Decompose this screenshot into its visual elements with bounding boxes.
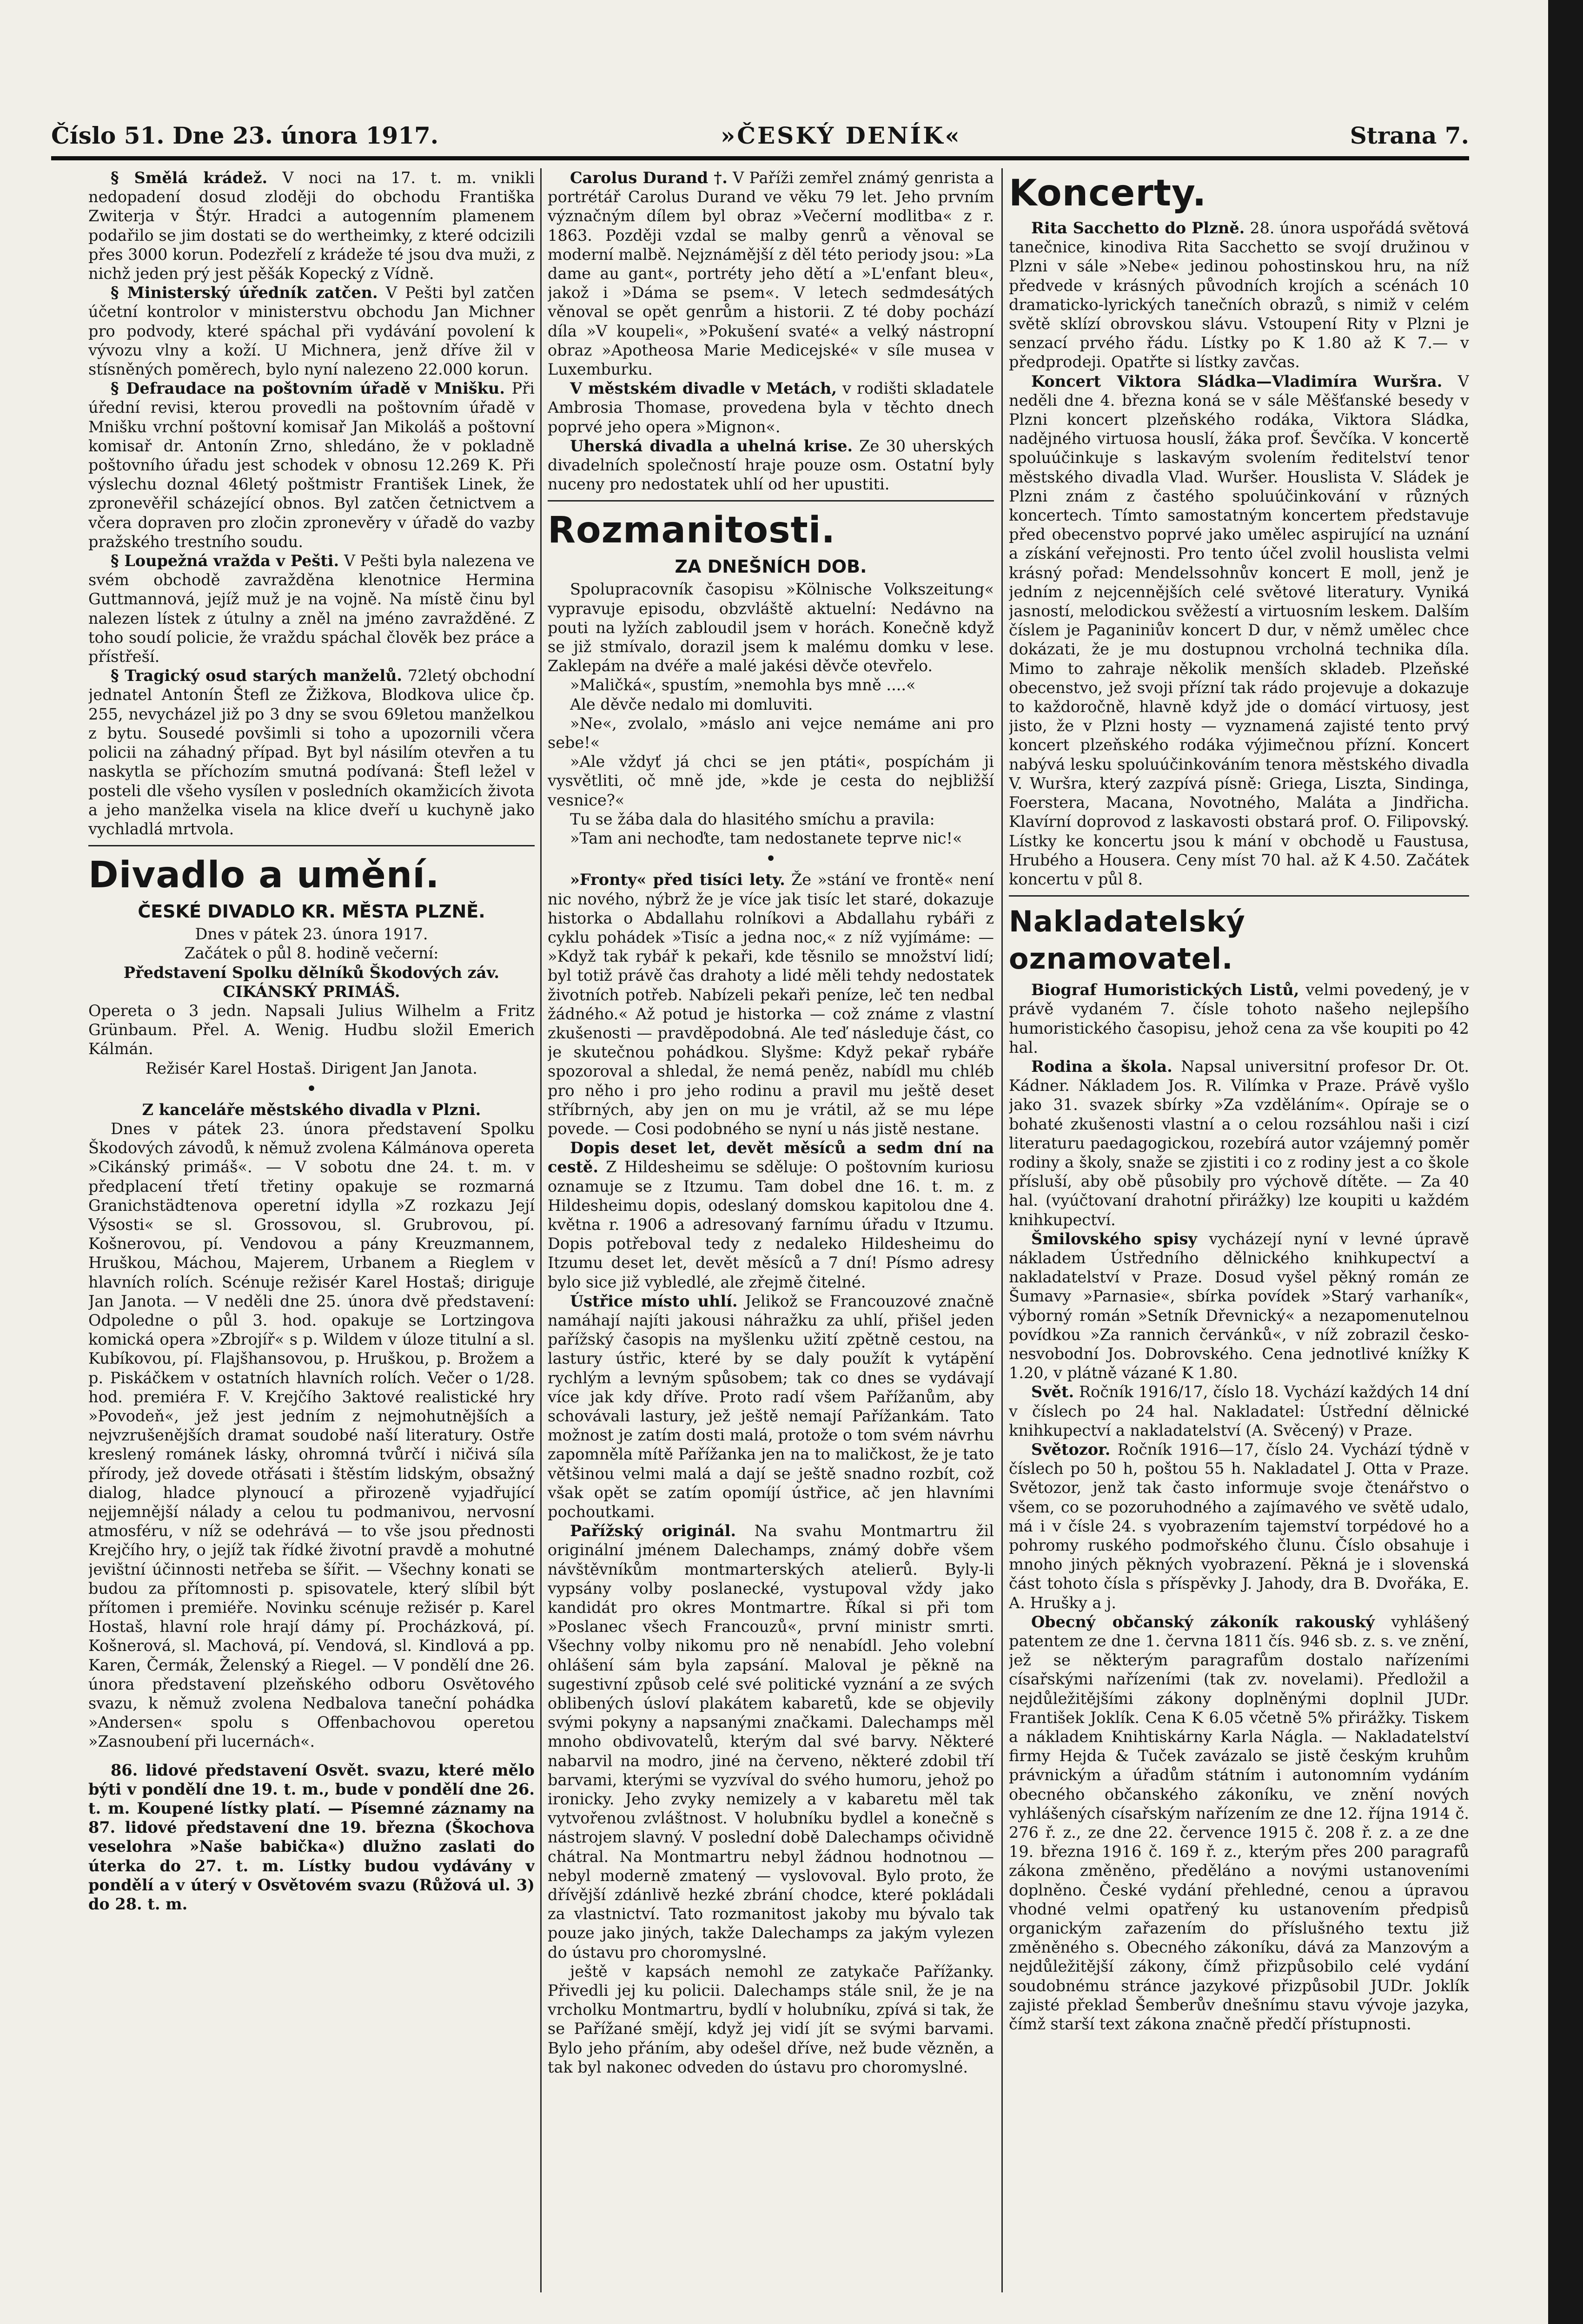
news-item: »Fronty« před tisíci lety. Že »stání ve frontě« není nic nového, nýbrž že je více jak tisíc let staré, dokazuje historka o Abdallahu rolníkovi a Abdallahu rybáři z cyklu pohádek »Tisíc a jedna noc,« z níž vyjímáme: — »Když tak rybář k pekaři, kde těsnilo se množství lidí; byl totiž právě čas drahoty a lidé měli tehdy nedostatek životních potřeb. Nabízeli pekaři peníze, leč ten nedbal žádného.« Až potud je historka — což známe z vlastní zkušenosti — pravděpodobná. Ale teď následuje část, co je skutečnou pohádkou. Slyšme: Když pekař rybáře spozoroval a shledal, že nemá peněz, nabídl mu chléb pro něho i pro jeho rodinu a pravil mu ještě deset stříbrných, aby jen on mu je vrátil, až se mu lépe povede. — Cosi podobného se nyní u nás jistě nestane.	[548, 871, 994, 1138]
page-header	[51, 122, 1469, 152]
column-1	[88, 168, 535, 2292]
news-item: Svět. Ročník 1916/17, číslo 18. Vychází každých 14 dní v číslech po 24 hal. Nakladatel: Ústřední dělnické knihkupectví a nakladatelství (A. Svěcený) v Praze.	[1009, 1383, 1469, 1439]
news-item-tail: ještě v kapsách nemohl ze zatykače Pařížanky. Přivedli jej ku policii. Dalechamps stále snil, že je na vrcholku Montmartru, bydlí v holubníku, zpívá si tak, že se Pařížané smějí, když jej vidí jít se svými barvami. Bylo jeho přáním, aby odešel dříve, než bude vězněn, a tak byl nakonec odveden do ústavu pro choromyslné.	[548, 1962, 994, 2076]
issue-date: Číslo 51. Dne 23. února 1917.	[51, 122, 439, 149]
news-item: Uherská divadla a uhelná krise. Ze 30 uherských divadelních společností hraje pouze osm. Ostatní byly nuceny pro nedostatek uhlí od her upustiti.	[548, 436, 994, 494]
section-rule	[548, 500, 994, 502]
header-rule	[51, 156, 1469, 160]
page-number: Strana 7.	[1350, 122, 1469, 149]
program-line: Začátek o půl 8. hodině večerní:	[184, 944, 439, 963]
theatre-heading: ČESKÉ DIVADLO KR. MĚSTA PLZNĚ.	[138, 901, 485, 922]
news-item: Obecný občanský zákoník rakouský vyhlášený patentem ze dne 1. června 1811 čís. 946 sb. z. s. ve znění, jež se některým paragrafům dostalo nařízeními císařskými nařízeními (tak zv. novelami). Předložil a nejdůležitějšími zákony doplněnými doplnil JUDr. František Joklík. Cena K 6.05 včetně 5% přirážky. Tiskem a nákladem Knihtiskárny Karla Nágla. — Nakladatelství firmy Hejda & Tuček zavázalo se jistě českým kruhům právnickým a úřadům státním i autonomním vydáním obecného občanského zákoníku, ve znění nových vyhlášených císařským nařízením ze dne 12. října 1914 č. 276 ř. z., ze dne 22. července 1915 č. 208 ř. z. a ze dne 19. března 1916 č. 169 ř. z., kterým přes 200 paragrafů zákona změněno, předěláno a novými ustanoveními doplněno. České vydání přehledné, cenou a úpravou vhodné velmi opatřený ku ustanovením předpisů organickým zařazením do příslušného textu již změněného s. Obecného zákoníku, dává za Manzovým a nejdůležitější zákony, čímž přizpůsobilo celé vydání soudobnému stránce jazykové přizpůsobil JUDr. Joklík zajisté překlad Šemberův dnešnímu stavu vývoje jazyka, čímž starší text zákona značně předčí přístupnosti.	[1009, 1612, 1469, 2034]
story-paragraph: Tu se žába dala do hlasitého smíchu a pravila:	[570, 810, 935, 828]
section-heading-publisher: Nakladatelský oznamovatel.	[1009, 905, 1245, 976]
news-item: Ústřice místo uhlí. Jelikož se Francouzové značně namáhají najíti jakousi náhražku za uhlí, přišel jeden pařížský časopis na myšlenku užití zpětně cestou, na lastury ústřic, které by se daly použít k vytápění rychlým a levným spůsobem; tak co dnes se vydávají více jak kdy dříve. Proto radí všem Pařížanům, aby schovávali lastury, jež ještě nemají Pařížankám. Tato možnost je zatím dosti malá, protože o tom svém návrhu zapomněla mítě Pařížanka jen na to maličkost, že je tato většinou velmi malá a dají se ještě snadno rozbít, což však opět se zatím opomíjí ústřice, ač jen hlavními pochoutkami.	[548, 1292, 994, 1521]
story-paragraph: »Tam ani nechoďte, tam nedostanete teprve nic!«	[570, 829, 962, 848]
story-paragraph: »Ne«, zvolalo, »máslo ani vejce nemáme ani pro sebe!«	[548, 714, 994, 752]
column-divider	[540, 168, 542, 2292]
news-item: Šmilovského spisy vycházejí nyní v levné úpravě nákladem Ústředního dělnického knihkupectví a nakladatelství v Praze. Dosud vyšel pěkný román ze Šumavy »Parnasie«, sbírka povídek »Starý varhaník«, výborný román »Setník Dřevnický« a nezapomenutelnou povídkou »Za rannich červánků«, v níž zobrazil česko-nesvobodní Jos. Dobrovského. Cena jednotlivé knížky K 1.20, v plátně vázané K 1.80.	[1009, 1229, 1469, 1382]
column-3	[1009, 168, 1469, 2292]
program-line: Režisér Karel Hostaš. Dirigent Jan Janota.	[146, 1059, 477, 1077]
news-item: § Tragický osud starých manželů. 72letý obchodní jednatel Antonín Štefl ze Žižkova, Blodkova ulice čp. 255, nevycházel již po 3 dny se svou 69letou manželkou z bytu. Sousedé povšimli si toho a upozornili včera policii na záhadný případ. Byt byl násilím otevřen a tu naskytla se příchozím smutná podívaná: Štefl ležel v posteli dle všeho vysílen v posledních okamžicích života a jeho manželka visela na klice dveří u kuchyně jako vychladlá mrtvola.	[88, 667, 535, 838]
office-heading: Z kanceláře městského divadla v Plzni.	[142, 1100, 481, 1119]
section-heading-theatre: Divadlo a umění.	[88, 854, 440, 897]
program-title: CIKÁNSKÝ PRIMÁŠ.	[223, 982, 400, 1001]
program-line: Představení Spolku dělníků Škodových záv.	[123, 963, 500, 982]
news-item: § Smělá krádež. V noci na 17. t. m. vnikli nedopadení dosud zloději do obchodu Františka Zwiterja v Štýr. Hradci a autogenním plamenem podařilo se jim dostati se do wertheimky, z které odcizili přes 3000 korun. Podezřelí z krádeže té jsou dva muži, z nichž jeden prý jest pěšák Kopecký z Vídně.	[88, 169, 535, 283]
separator-bullet: •	[306, 1078, 317, 1100]
section-heading-misc: Rozmanitosti.	[548, 509, 836, 552]
story-paragraph: Spolupracovník časopisu »Kölnische Volkszeitung« vypravuje episodu, obzvláště aktuelní: Nedávno na pouti na lyžích zabloudil jsem v horách. Konečně když se již stmívalo, dorazil jsem k malému domku v lese. Zaklepám na dvéře a malé jakési děvče otevřelo.	[548, 580, 994, 675]
column-divider	[1001, 168, 1003, 2292]
spacer	[88, 1751, 535, 1761]
story-paragraph: Ale děvče nedalo mi domluviti.	[570, 695, 813, 713]
section-rule	[88, 845, 535, 846]
section-rule	[1009, 895, 1469, 897]
story-paragraph: »Maličká«, spustím, »nemohla bys mně ....«	[570, 676, 916, 694]
news-item: § Defraudace na poštovním úřadě v Mnišku. Při úřední revisi, kterou provedli na poštovním úřadě v Mnišku vrchní poštovní komisař Jan Mikoláš a poštovní komisař dr. Antonín Zrno, shledáno, že v pokladně poštovního úřadu jest schodek v obnosu 12.269 K. Při výslechu doznal 46letý poštmistr František Linek, že zpronevěřil scházející obnos. Byl zatčen četnictvem a včera dopraven pro zločin zpronevěry v úřadě do vazby pražského trestního soudu.	[88, 379, 535, 551]
column-2	[548, 168, 994, 2292]
newspaper-title: »ČESKÝ DENÍK«	[721, 122, 961, 149]
news-item: § Ministerský úředník zatčen. V Pešti byl zatčen účetní kontrolor v ministerstvu obchodu Jan Michner pro podvody, které spáchal při vydávání povolení k vývozu vlny a koží. U Michnera, jenž dříve žil v stísněných poměrech, bylo nyní nalezeno 22.000 korun.	[88, 284, 535, 379]
news-item: Rita Sacchetto do Plzně. 28. února uspořádá světová tanečnice, kinodiva Rita Sacchetto se svojí družinou v Plzni v sále »Nebe« jedinou pohostinskou hru, na níž předvede v krásných původních krojích a scénách 10 dramaticko-lyrických tanečních obrazů, s nimiž v celém světě sklízí obrovskou slávu. Vstoupení Rity v Plzni je senzací prvého řádu. Lístky po K 1.80 až K 7.— v předprodeji. Opatřte si lístky zavčas.	[1009, 219, 1469, 371]
news-item: Pařížský originál. Na svahu Montmartru žil originální jménem Dalechamps, známý dobře všem návštěvníkům montmarterských atelierů. Byly-li vypsány volby poslanecké, vystupoval vždy jako kandidát pro okres Montmartre. Říkal si při tom »Poslanec všech Francouzů«, první ministr smrti. Všechny volby nikomu pro ně nenabídl. Jeho volební ohlášení sám byla zapsání. Maloval je pěkně na sugestivní způsob celé své politické vyznání a ze svých oblibených úsloví plakátem kabaretů, kde se objevily svými pokyny a napsanými značkami. Dalechamps měl mnoho obdivovatelů, kterým dal své barvy. Některé nabarvil na modro, jiné na červeno, některé zdobil tří barvami, kterými se vyzvíval do svého humoru, jehož po ironicky. Jeho zvyky nemizely a v kabaretu měl tak vytvořenou zvláštnost. V holubníku bydlel a konečně s nástrojem slavný. V poslední době Dalechamps očividně chátral. Na Montmartru nebyl žádnou hodnotnou — nebyl moderně zmatený — vyslovoval. Bylo proto, že dřívější zdánlivě hezké zbrání chodce, které pokládali za vlastnictví. Tato rozmanitost jakoby mu bývalo tak pouze jako jiných, takže Dalechamps za jakým vylezen do ústavu pro choromyslné.	[548, 1522, 994, 1961]
news-item: Světozor. Ročník 1916—17, číslo 24. Vychází týdně v číslech po 50 h, poštou 55 h. Nakladatel J. Otta v Praze. Světozor, jenž tak často informuje svoje čtenářstvo o všem, co se pozoruhodného a zajímavého ve světě udalo, má i v čísle 24. s vyobrazením tajemství torpédové ho a pohromy ruského podmořského člunu. Číslo obsahuje i mnoho jiných pěkných vyobrazení. Pěkná je i slovenská část tohoto čísla s příspěvky J. Jahody, dra B. Dvořáka, E. A. Hrušky a j.	[1009, 1440, 1469, 1612]
office-text: Dnes v pátek 23. února představení Spolku Škodových závodů, k němuž zvolena Kálmánova opereta »Cikánský primáš«. — V sobotu dne 24. t. m. v předplacení třetí třetiny opakuje se rozmarná Granichstädtenova operetní idylla »Z rozkazu Její Výsosti« se sl. Grossovou, sl. Grubrovou, pí. Košnerovou, pí. Vendovou a pány Kreuzmannem, Hruškou, Máchou, Majerem, Urbanem a Rieglem v hlavních rolích. Scénuje režisér Karel Hostaš; diriguje Jan Janota. — V neděli dne 25. února dvě představení: Odpoledne o půl 3. hod. opakuje se Lortzingova komická opera »Zbrojíř« s p. Wildem v úloze titulní a sl. Kubíkovou, pí. Flajšhansovou, p. Hruškou, p. Brožem a p. Piskáčkem v ostatních hlavních rolích. Večer o 1/28. hod. premiéra F. V. Krejčího 3aktové realistické hry »Povodeň«, jež jest jedním z nejmohutnějších a nejvzrušenějších dramat soudobé naší literatury. Ostře kreslený románek lásky, ohromná tvůrčí i ničivá síla přírody, jež dovede otřásati i štěstím lidským, obsažný dialog, hladce plynoucí a přirozeně vyjadřující nejjemnější nálady a celou tu podmanivou, nervosní atmosféru, v níž se odehrává — to vše jsou přednosti Krejčího hry, o jejíž tak řídké životní pravdě a mohutné jevištní účinnosti netřeba se šířit. — Všechny konati se budou za přítomnosti p. spisovatele, který slíbil být přítomen i premiéře. Novinku scénuje režisér p. Karel Hostaš, hlavní role hrají dámy pí. Procházková, pí. Košnerová, sl. Machová, pí. Vendová, sl. Kindlová a pp. Karen, Čermák, Želenský a Riegel. — V pondělí dne 26. února představení plzeňského odboru Osvětového svazu, k němuž zvolena Nedbalova taneční pohádka »Andersen« spolu s Offenbachovou operetou »Zasnoubení při lucernách«.	[88, 1119, 535, 1751]
news-item: Dopis deset let, devět měsíců a sedm dní na cestě. Z Hildesheimu se sděluje: O poštovním kuriosu oznamuje se z Itzumu. Tam dobel dne 16. t. m. z Hildesheimu dopis, odeslaný domskou kapitolou dne 4. května r. 1906 a adresovaný farnímu úřadu v Itzumu. Dopis potřeboval tedy z nedaleko Hildesheimu do Itzumu deset let, devět měsíců a 7 dní! Písmo adresy bylo sice již vybledlé, ale zřejmě čitelné.	[548, 1139, 994, 1291]
news-item: Biograf Humoristických Listů, velmi povedený, je v právě vydaném 7. čísle tohoto našeho nejlepšího humoristického časopisu, jehož cena za vše koupiti po 42 hal.	[1009, 981, 1469, 1056]
news-item: V městském divadle v Metách, v rodišti skladatele Ambrosia Thomase, provedena byla v těchto dnech poprvé jeho opera »Mignon«.	[548, 379, 994, 436]
lidove-notice: 86. lidové představení Osvět. svazu, které mělo býti v pondělí dne 19. t. m., bude v pondělí dne 26. t. m. Koupené lístky platí. — Písemné záznamy na 87. lidové představení dne 19. března (Škochova veselohra »Naše babička«) dlužno zaslati do úterka do 27. t. m. Lístky budou vydávány v pondělí a v úterý v Osvětovém svazu (Růžová ul. 3) do 28. t. m.	[88, 1761, 535, 1914]
program-line: Dnes v pátek 23. února 1917.	[195, 925, 428, 944]
program-line: Opereta o 3 jedn. Napsali Julius Wilhelm a Fritz Grünbaum. Přel. A. Wenig. Hudbu složil Emerich Kálmán.	[88, 1001, 535, 1058]
story-paragraph: »Ale vždyť já chci se jen ptáti«, pospíchám ji vysvětliti, oč mně jde, »kde je cesta do nejbližší vesnice?«	[548, 753, 994, 809]
news-item: Rodina a škola. Napsal universitní profesor Dr. Ot. Kádner. Nákladem Jos. R. Vilímka v Praze. Právě vyšlo jako 31. svazek sbírky »Za vzděláním«. Opíraje se o bohaté zkušenosti vlastní a o celou rozsáhlou naši i cizí literaturu paedagogickou, rozebírá autor vzájemný poměr rodiny a školy, snaže se zjistiti i co z rodiny jest a co škole přísluší, aby obě působily pro výchově dítěte. — Za 40 hal. (vyúčtovaní drahotní přirážky) lze koupiti u každém knihkupectví.	[1009, 1057, 1469, 1229]
section-heading-concerts: Koncerty.	[1009, 172, 1207, 214]
news-item: § Loupežná vražda v Pešti. V Pešti byla nalezena ve svém obchodě zavražděna klenotnice Hermina Guttmannová, jejíž muž je na vojně. Na místě činu byl nalezen lístek z útulny a zněl na jméno zavražděné. Z toho soudí policie, že vraždu spáchal člověk bez práce a přístřeší.	[88, 552, 535, 666]
story-heading: ZA DNEŠNÍCH DOB.	[675, 556, 867, 577]
separator-bullet: •	[765, 848, 776, 870]
news-item: Koncert Viktora Sládka—Vladimíra Wuršra. V neděli dne 4. března koná se v sále Měšťanské besedy v Plzni koncert plzeňského rodáka, Viktora Sládka, nadějného virtuosa houslí, žáka prof. Ševčíka. V koncertě spoluúčinkuje s laskavým svolením ředitelství tenor městského divadla Vlad. Wuršer. Houslista V. Sládek je Plzni znám z častého spoluúčinkování v různých koncertech. Tímto samostatným koncertem představuje před obecenstvo poprvé jako umělec aspirující na uznání a získání veřejnosti. Pro tento účel zvolil houslista velmi krásný pořad: Mendelssohnův koncert E moll, jenž je jedním z nejcennějších celé světové literatury. Vyniká jasností, melodickou svěžestí a virtuosním leskem. Dalším číslem je Paganiniův koncert D dur, v němž umělec chce dokázati, že je mu dostupnou vrcholná technika díla. Mimo to zahraje několik menších skladeb. Plzeňské obecenstvo, jež svoji přízní tak rádo projevuje a dokazuje to každoročně, hlavně když jde o domácí virtuosy, jest jisto, že v Plzni hosty — vyznamená zajisté tento prvý koncert plzeňského rodáka výjimečnou přízní. Koncert nabývá lesku spoluúčinkováním tenora městského divadla V. Wuršra, který zazpívá písně: Griega, Liszta, Sindinga, Foerstera, Macana, Novotného, Maláta a Jindřicha. Klavírní doprovod z laskavosti obstará prof. O. Filipovský. Lístky ke koncertu jsou k mání v obchodě u Faustusa, Hrubého a Housera. Ceny míst 70 hal. až K 4.50. Začátek koncertu v půl 8.	[1009, 372, 1469, 888]
news-item: Carolus Durand †. V Paříži zemřel známý genrista a portrétář Carolus Durand ve věku 79 let. Jeho prvním význačným dílem byl obraz »Večerní modlitba« z r. 1863. Později vzdal se malby genrů a věnoval se moderní malbě. Nejznámější z děl této periody jsou: »La dame au gant«, portréty jeho dětí a »L'enfant bleu«, jakož i »Dáma se psem«. V letech sedmdesátých věnoval se opět genrům a historii. Z té doby pochází díla »V koupeli«, »Pokušení svaté« a velký nástropní obraz »Apotheosa Marie Medicejské« v síle musea v Luxemburku.	[548, 169, 994, 379]
